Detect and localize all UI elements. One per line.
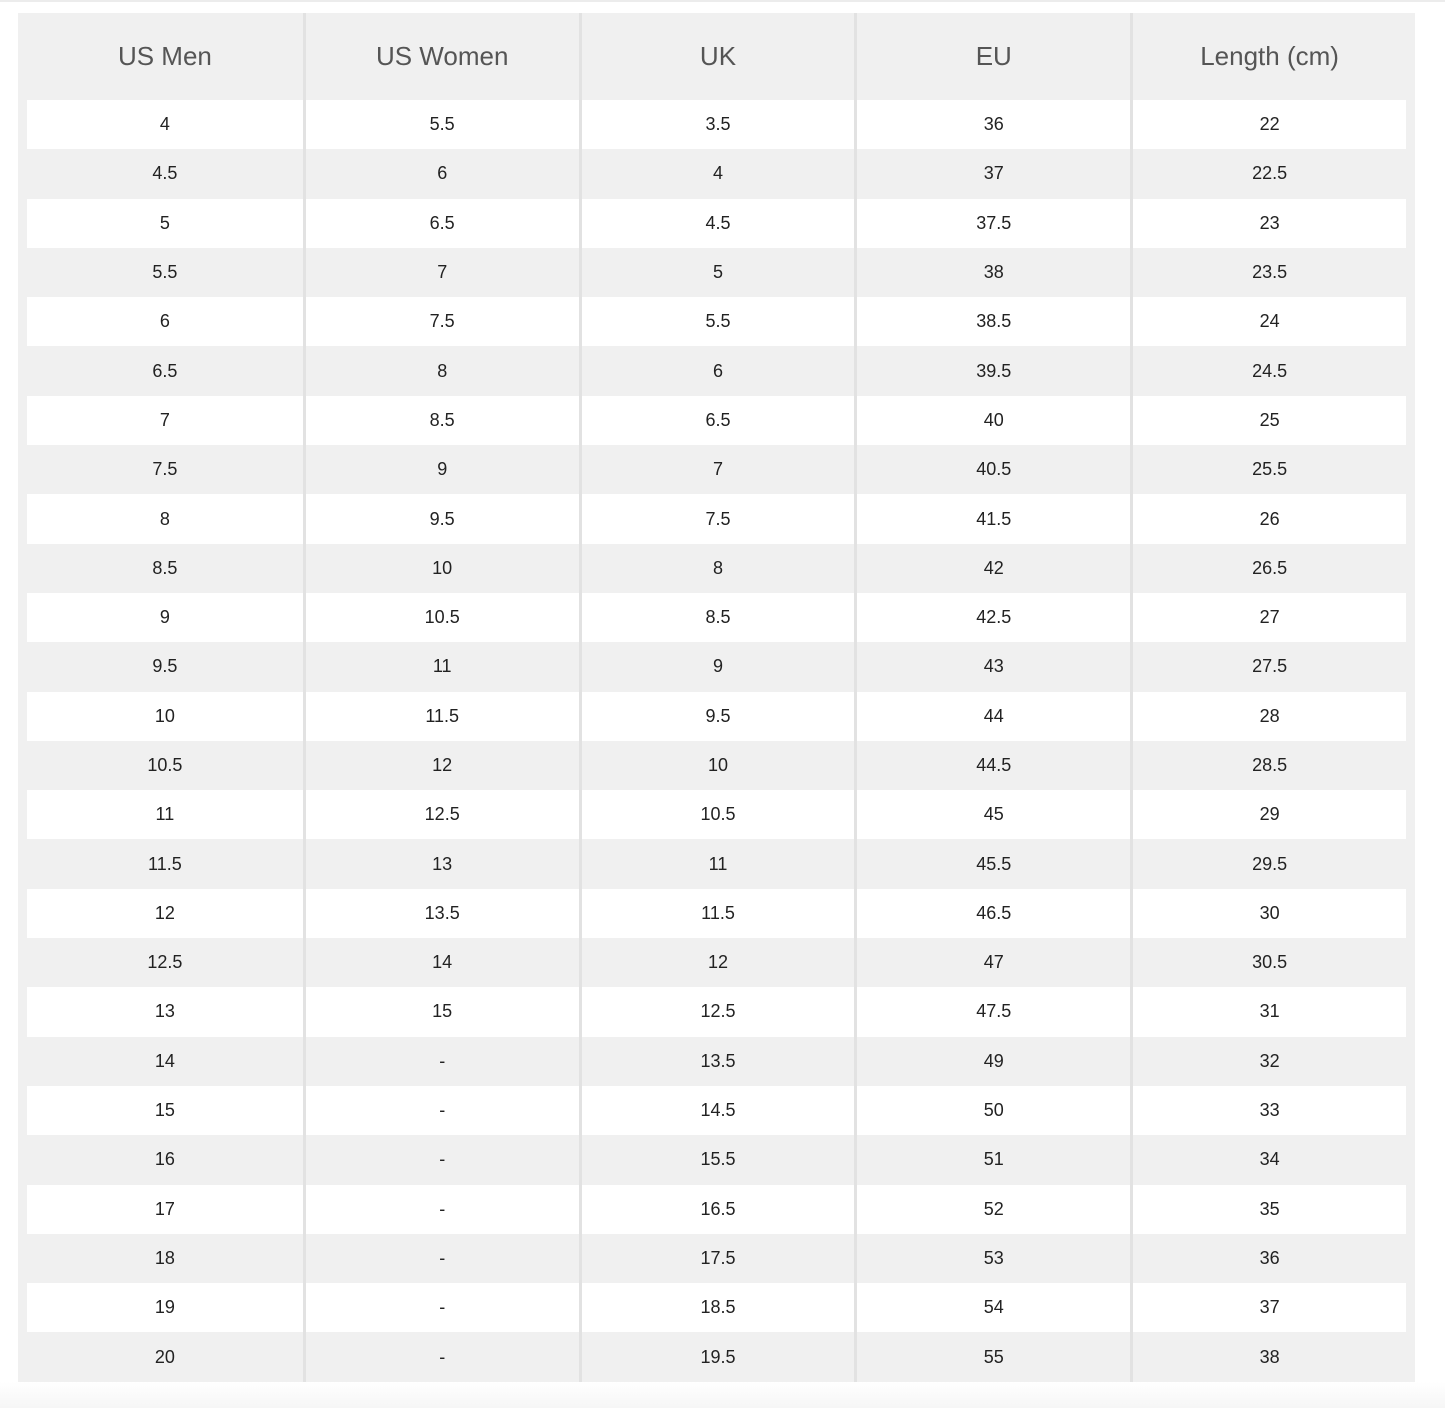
header-us-women: US Women: [303, 13, 579, 100]
cell-length-cm: 25.5: [1130, 445, 1406, 494]
cell-length-cm: 22.5: [1130, 149, 1406, 198]
cell-uk: 19.5: [579, 1332, 855, 1382]
table-row: [27, 149, 1406, 198]
cell-eu: 38: [854, 248, 1130, 297]
cell-length-cm: 36: [1130, 1234, 1406, 1283]
cell-us-men: 4: [27, 100, 303, 149]
cell-length-cm: 28: [1130, 692, 1406, 741]
cell-eu: 44.5: [854, 741, 1130, 790]
cell-eu: 38.5: [854, 297, 1130, 346]
cell-uk: 16.5: [579, 1185, 855, 1234]
table-row: [27, 1135, 1406, 1184]
cell-us-women: 12: [303, 741, 579, 790]
cell-eu: 45.5: [854, 839, 1130, 888]
table-row: [27, 593, 1406, 642]
cell-us-men: 8: [27, 494, 303, 543]
cell-uk: 6: [579, 346, 855, 395]
table-body: [27, 100, 1406, 1382]
cell-eu: 54: [854, 1283, 1130, 1332]
cell-uk: 12: [579, 938, 855, 987]
header-row: [27, 13, 1406, 100]
table-header: [27, 13, 1406, 100]
table-row: [27, 889, 1406, 938]
cell-us-women: -: [303, 1332, 579, 1382]
cell-eu: 53: [854, 1234, 1130, 1283]
cell-eu: 47: [854, 938, 1130, 987]
table-row: [27, 346, 1406, 395]
cell-eu: 45: [854, 790, 1130, 839]
cell-us-men: 5.5: [27, 248, 303, 297]
cell-length-cm: 23.5: [1130, 248, 1406, 297]
cell-us-men: 12: [27, 889, 303, 938]
cell-uk: 4.5: [579, 199, 855, 248]
cell-eu: 37.5: [854, 199, 1130, 248]
size-chart-container: [18, 13, 1415, 1383]
cell-length-cm: 27.5: [1130, 642, 1406, 691]
cell-us-women: -: [303, 1037, 579, 1086]
cell-us-men: 7.5: [27, 445, 303, 494]
cell-us-men: 9.5: [27, 642, 303, 691]
cell-us-women: -: [303, 1086, 579, 1135]
header-eu: EU: [854, 13, 1130, 100]
cell-uk: 6.5: [579, 396, 855, 445]
table-row: [27, 938, 1406, 987]
cell-eu: 42: [854, 544, 1130, 593]
cell-us-women: 5.5: [303, 100, 579, 149]
cell-uk: 5: [579, 248, 855, 297]
cell-length-cm: 30.5: [1130, 938, 1406, 987]
cell-length-cm: 29: [1130, 790, 1406, 839]
cell-us-men: 20: [27, 1332, 303, 1382]
cell-uk: 15.5: [579, 1135, 855, 1184]
cell-us-women: 6.5: [303, 199, 579, 248]
cell-length-cm: 24: [1130, 297, 1406, 346]
cell-eu: 36: [854, 100, 1130, 149]
table-row: [27, 494, 1406, 543]
table-row: [27, 100, 1406, 149]
cell-uk: 3.5: [579, 100, 855, 149]
table-row: [27, 839, 1406, 888]
header-length-cm: Length (cm): [1130, 13, 1406, 100]
cell-eu: 47.5: [854, 987, 1130, 1036]
cell-length-cm: 33: [1130, 1086, 1406, 1135]
table-row: [27, 790, 1406, 839]
cell-uk: 10: [579, 741, 855, 790]
cell-us-women: 8: [303, 346, 579, 395]
cell-us-men: 6: [27, 297, 303, 346]
cell-uk: 14.5: [579, 1086, 855, 1135]
cell-us-men: 14: [27, 1037, 303, 1086]
cell-us-men: 15: [27, 1086, 303, 1135]
cell-eu: 52: [854, 1185, 1130, 1234]
cell-us-women: 10: [303, 544, 579, 593]
cell-uk: 17.5: [579, 1234, 855, 1283]
cell-length-cm: 26: [1130, 494, 1406, 543]
cell-eu: 42.5: [854, 593, 1130, 642]
cell-eu: 43: [854, 642, 1130, 691]
cell-length-cm: 23: [1130, 199, 1406, 248]
cell-length-cm: 25: [1130, 396, 1406, 445]
cell-us-men: 8.5: [27, 544, 303, 593]
size-chart-table: [27, 13, 1406, 1382]
cell-us-women: 10.5: [303, 593, 579, 642]
cell-uk: 11: [579, 839, 855, 888]
cell-us-men: 10: [27, 692, 303, 741]
table-row: [27, 642, 1406, 691]
cell-eu: 40: [854, 396, 1130, 445]
cell-length-cm: 24.5: [1130, 346, 1406, 395]
cell-uk: 7: [579, 445, 855, 494]
cell-length-cm: 35: [1130, 1185, 1406, 1234]
cell-uk: 9: [579, 642, 855, 691]
cell-us-men: 19: [27, 1283, 303, 1332]
cell-us-women: 9.5: [303, 494, 579, 543]
cell-uk: 8.5: [579, 593, 855, 642]
table-row: [27, 445, 1406, 494]
cell-us-women: 6: [303, 149, 579, 198]
cell-length-cm: 30: [1130, 889, 1406, 938]
cell-us-men: 7: [27, 396, 303, 445]
cell-uk: 8: [579, 544, 855, 593]
cell-length-cm: 34: [1130, 1135, 1406, 1184]
cell-us-women: -: [303, 1234, 579, 1283]
cell-us-men: 16: [27, 1135, 303, 1184]
cell-eu: 41.5: [854, 494, 1130, 543]
cell-us-women: 13: [303, 839, 579, 888]
table-row: [27, 248, 1406, 297]
cell-eu: 55: [854, 1332, 1130, 1382]
cell-us-women: 11.5: [303, 692, 579, 741]
cell-eu: 46.5: [854, 889, 1130, 938]
table-row: [27, 1086, 1406, 1135]
cell-length-cm: 38: [1130, 1332, 1406, 1382]
cell-us-women: 7.5: [303, 297, 579, 346]
cell-us-women: -: [303, 1283, 579, 1332]
table-row: [27, 692, 1406, 741]
cell-eu: 44: [854, 692, 1130, 741]
table-row: [27, 1234, 1406, 1283]
table-row: [27, 987, 1406, 1036]
cell-us-men: 9: [27, 593, 303, 642]
cell-us-men: 11: [27, 790, 303, 839]
cell-us-men: 12.5: [27, 938, 303, 987]
cell-us-women: 9: [303, 445, 579, 494]
table-row: [27, 199, 1406, 248]
table-row: [27, 1332, 1406, 1382]
cell-us-women: 11: [303, 642, 579, 691]
cell-us-men: 13: [27, 987, 303, 1036]
cell-us-men: 6.5: [27, 346, 303, 395]
cell-us-women: 12.5: [303, 790, 579, 839]
cell-eu: 51: [854, 1135, 1130, 1184]
cell-eu: 37: [854, 149, 1130, 198]
cell-us-men: 5: [27, 199, 303, 248]
cell-us-women: 13.5: [303, 889, 579, 938]
cell-length-cm: 31: [1130, 987, 1406, 1036]
cell-length-cm: 28.5: [1130, 741, 1406, 790]
header-us-men: US Men: [27, 13, 303, 100]
table-row: [27, 1185, 1406, 1234]
cell-us-women: 14: [303, 938, 579, 987]
cell-length-cm: 22: [1130, 100, 1406, 149]
cell-uk: 11.5: [579, 889, 855, 938]
table-row: [27, 297, 1406, 346]
cell-us-women: -: [303, 1185, 579, 1234]
bottom-divider: [0, 1382, 1445, 1408]
cell-us-men: 11.5: [27, 839, 303, 888]
table-row: [27, 1283, 1406, 1332]
cell-eu: 50: [854, 1086, 1130, 1135]
table-row: [27, 741, 1406, 790]
cell-us-women: 8.5: [303, 396, 579, 445]
cell-us-women: -: [303, 1135, 579, 1184]
cell-length-cm: 37: [1130, 1283, 1406, 1332]
cell-length-cm: 32: [1130, 1037, 1406, 1086]
cell-uk: 13.5: [579, 1037, 855, 1086]
cell-us-women: 7: [303, 248, 579, 297]
cell-length-cm: 29.5: [1130, 839, 1406, 888]
cell-length-cm: 26.5: [1130, 544, 1406, 593]
cell-eu: 39.5: [854, 346, 1130, 395]
cell-us-men: 4.5: [27, 149, 303, 198]
cell-eu: 40.5: [854, 445, 1130, 494]
table-row: [27, 544, 1406, 593]
table-row: [27, 396, 1406, 445]
cell-uk: 10.5: [579, 790, 855, 839]
cell-uk: 9.5: [579, 692, 855, 741]
cell-uk: 7.5: [579, 494, 855, 543]
cell-uk: 5.5: [579, 297, 855, 346]
cell-us-men: 17: [27, 1185, 303, 1234]
header-uk: UK: [579, 13, 855, 100]
cell-length-cm: 27: [1130, 593, 1406, 642]
cell-uk: 18.5: [579, 1283, 855, 1332]
cell-eu: 49: [854, 1037, 1130, 1086]
table-row: [27, 1037, 1406, 1086]
cell-uk: 4: [579, 149, 855, 198]
cell-us-women: 15: [303, 987, 579, 1036]
cell-uk: 12.5: [579, 987, 855, 1036]
cell-us-men: 18: [27, 1234, 303, 1283]
cell-us-men: 10.5: [27, 741, 303, 790]
